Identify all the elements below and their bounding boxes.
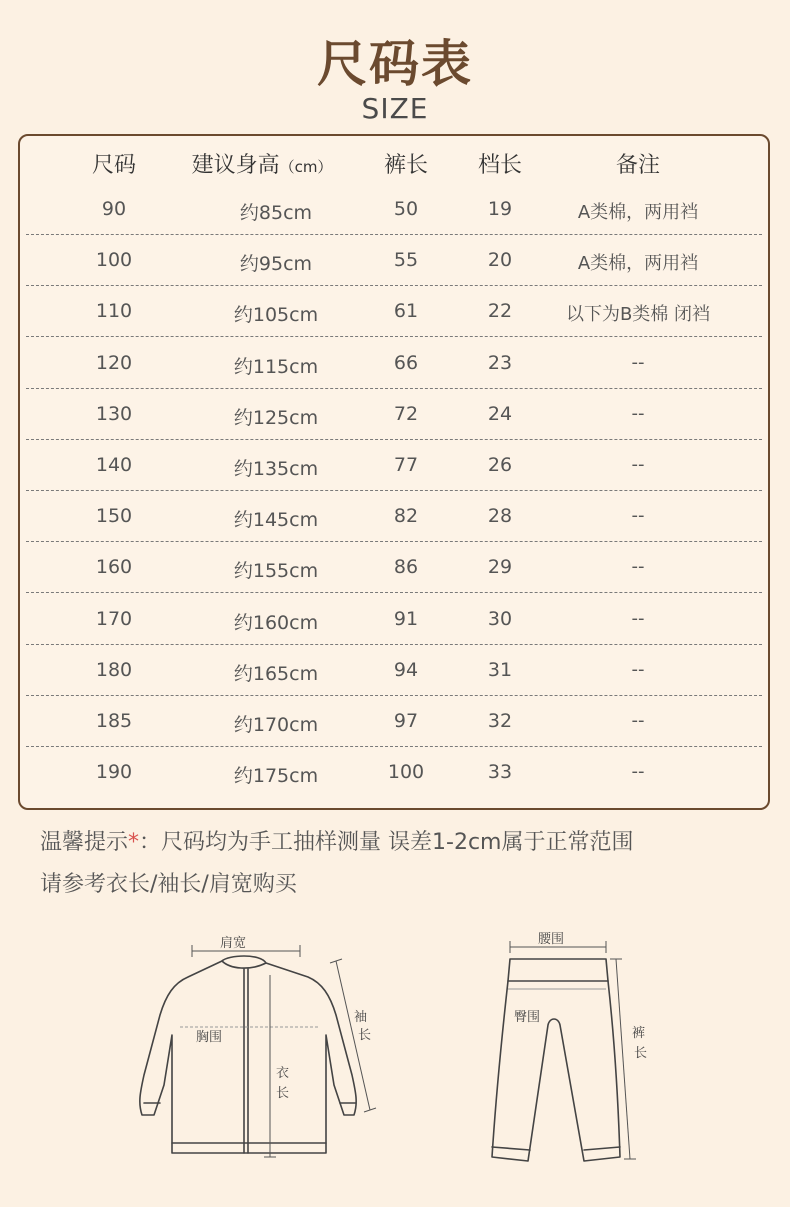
cell-height: 约115cm: [233, 355, 319, 378]
page-title: 尺码表: [317, 35, 473, 93]
cell-note: --: [631, 402, 645, 424]
header-note: 备注: [615, 153, 661, 178]
cell-pants-length: 50: [393, 198, 419, 220]
cell-height: 约165cm: [233, 662, 319, 685]
header-size: 尺码: [91, 153, 137, 178]
cell-note: A类棉，两用裆: [577, 202, 699, 223]
table-row: [20, 542, 768, 593]
cell-pants-length: 77: [393, 454, 419, 476]
table-row: [20, 594, 768, 645]
size-table: [18, 134, 770, 810]
cell-height: 约125cm: [233, 406, 319, 429]
cell-note: 以下为B类棉 闭裆: [565, 304, 711, 326]
cell-size: 130: [95, 402, 133, 425]
cell-note: --: [631, 351, 645, 373]
cell-pants-length: 61: [393, 300, 419, 323]
label-chest: 胸围: [196, 1030, 223, 1045]
cell-crotch-length: 26: [487, 454, 513, 476]
cell-pants-length: 55: [393, 249, 419, 272]
header-pants-length: 裤长: [383, 153, 429, 178]
table-row: [20, 184, 768, 235]
cell-size: 140: [95, 454, 133, 476]
table-row: [20, 440, 768, 491]
cell-note: --: [631, 454, 645, 475]
table-row: [20, 645, 768, 696]
table-header: [20, 136, 768, 188]
cell-size: 150: [95, 505, 133, 528]
tip-line-2: 请参考衣长/袖长/肩宽购买: [40, 872, 297, 897]
label-waist: 腰围: [538, 932, 565, 947]
cell-height: 约175cm: [233, 765, 319, 788]
cell-height: 约145cm: [233, 509, 319, 532]
cell-note: --: [631, 710, 645, 731]
cell-crotch-length: 33: [487, 761, 513, 784]
cell-pants-length: 97: [393, 710, 419, 732]
cell-size: 120: [95, 351, 133, 374]
cell-height: 约135cm: [233, 458, 319, 480]
header-height: 建议身高（cm）: [191, 153, 333, 178]
cell-pants-length: 82: [393, 505, 419, 528]
cell-crotch-length: 19: [487, 198, 513, 220]
cell-height: 约95cm: [239, 253, 313, 276]
cell-note: --: [631, 607, 645, 629]
cell-size: 180: [95, 658, 133, 681]
cell-height: 约105cm: [233, 304, 319, 327]
table-row: [20, 286, 768, 337]
cell-height: 约155cm: [233, 560, 319, 583]
label-pants-length-2: 长: [634, 1046, 648, 1061]
label-sleeve-2: 长: [358, 1028, 372, 1043]
pants-diagram: [480, 925, 660, 1175]
label-hip: 臀围: [514, 1010, 541, 1025]
cell-crotch-length: 29: [487, 556, 513, 579]
cell-height: 约170cm: [233, 714, 319, 736]
jacket-diagram: [130, 925, 390, 1175]
cell-size: 170: [95, 607, 133, 630]
label-pants-length-1: 裤: [632, 1026, 646, 1041]
header-height-unit: （cm）: [279, 158, 333, 176]
cell-pants-length: 66: [393, 351, 419, 374]
tip-star: *: [128, 830, 140, 855]
cell-note: --: [631, 505, 645, 527]
cell-size: 185: [95, 710, 133, 732]
tip-text: ：尺码均为手工抽样测量 误差1-2cm属于正常范围: [139, 830, 634, 855]
cell-size: 100: [95, 249, 133, 272]
cell-crotch-length: 24: [487, 402, 513, 425]
cell-height: 约85cm: [239, 202, 313, 224]
table-row: [20, 389, 768, 440]
cell-crotch-length: 23: [487, 351, 513, 374]
table-row: [20, 491, 768, 542]
cell-pants-length: 86: [393, 556, 419, 579]
cell-note: --: [631, 556, 645, 578]
cell-size: 160: [95, 556, 133, 579]
cell-crotch-length: 20: [487, 249, 513, 272]
page-subtitle: SIZE: [361, 92, 429, 125]
tip-line-1: [40, 823, 760, 863]
cell-crotch-length: 28: [487, 505, 513, 528]
table-row: [20, 696, 768, 747]
cell-pants-length: 72: [393, 402, 419, 425]
cell-pants-length: 94: [393, 658, 419, 681]
cell-pants-length: 100: [387, 761, 425, 784]
cell-crotch-length: 30: [487, 607, 513, 630]
cell-size: 110: [95, 300, 133, 323]
header-crotch-length: 档长: [477, 153, 523, 178]
cell-height: 约160cm: [233, 611, 319, 634]
label-body-length-1: 衣: [276, 1066, 290, 1081]
cell-size: 190: [95, 761, 133, 784]
table-row: [20, 747, 768, 798]
cell-crotch-length: 22: [487, 300, 513, 323]
cell-crotch-length: 31: [487, 658, 513, 681]
label-shoulder: 肩宽: [220, 936, 247, 951]
cell-size: 90: [101, 198, 127, 220]
cell-note: A类棉，两用裆: [577, 253, 699, 275]
table-row: [20, 235, 768, 286]
label-body-length-2: 长: [276, 1086, 290, 1101]
tip-prefix: 温馨提示: [40, 830, 129, 855]
label-sleeve-1: 袖: [354, 1010, 368, 1025]
cell-pants-length: 91: [393, 607, 419, 630]
table-row: [20, 338, 768, 389]
cell-note: --: [631, 658, 645, 680]
cell-note: --: [631, 761, 645, 783]
cell-crotch-length: 32: [487, 710, 513, 732]
